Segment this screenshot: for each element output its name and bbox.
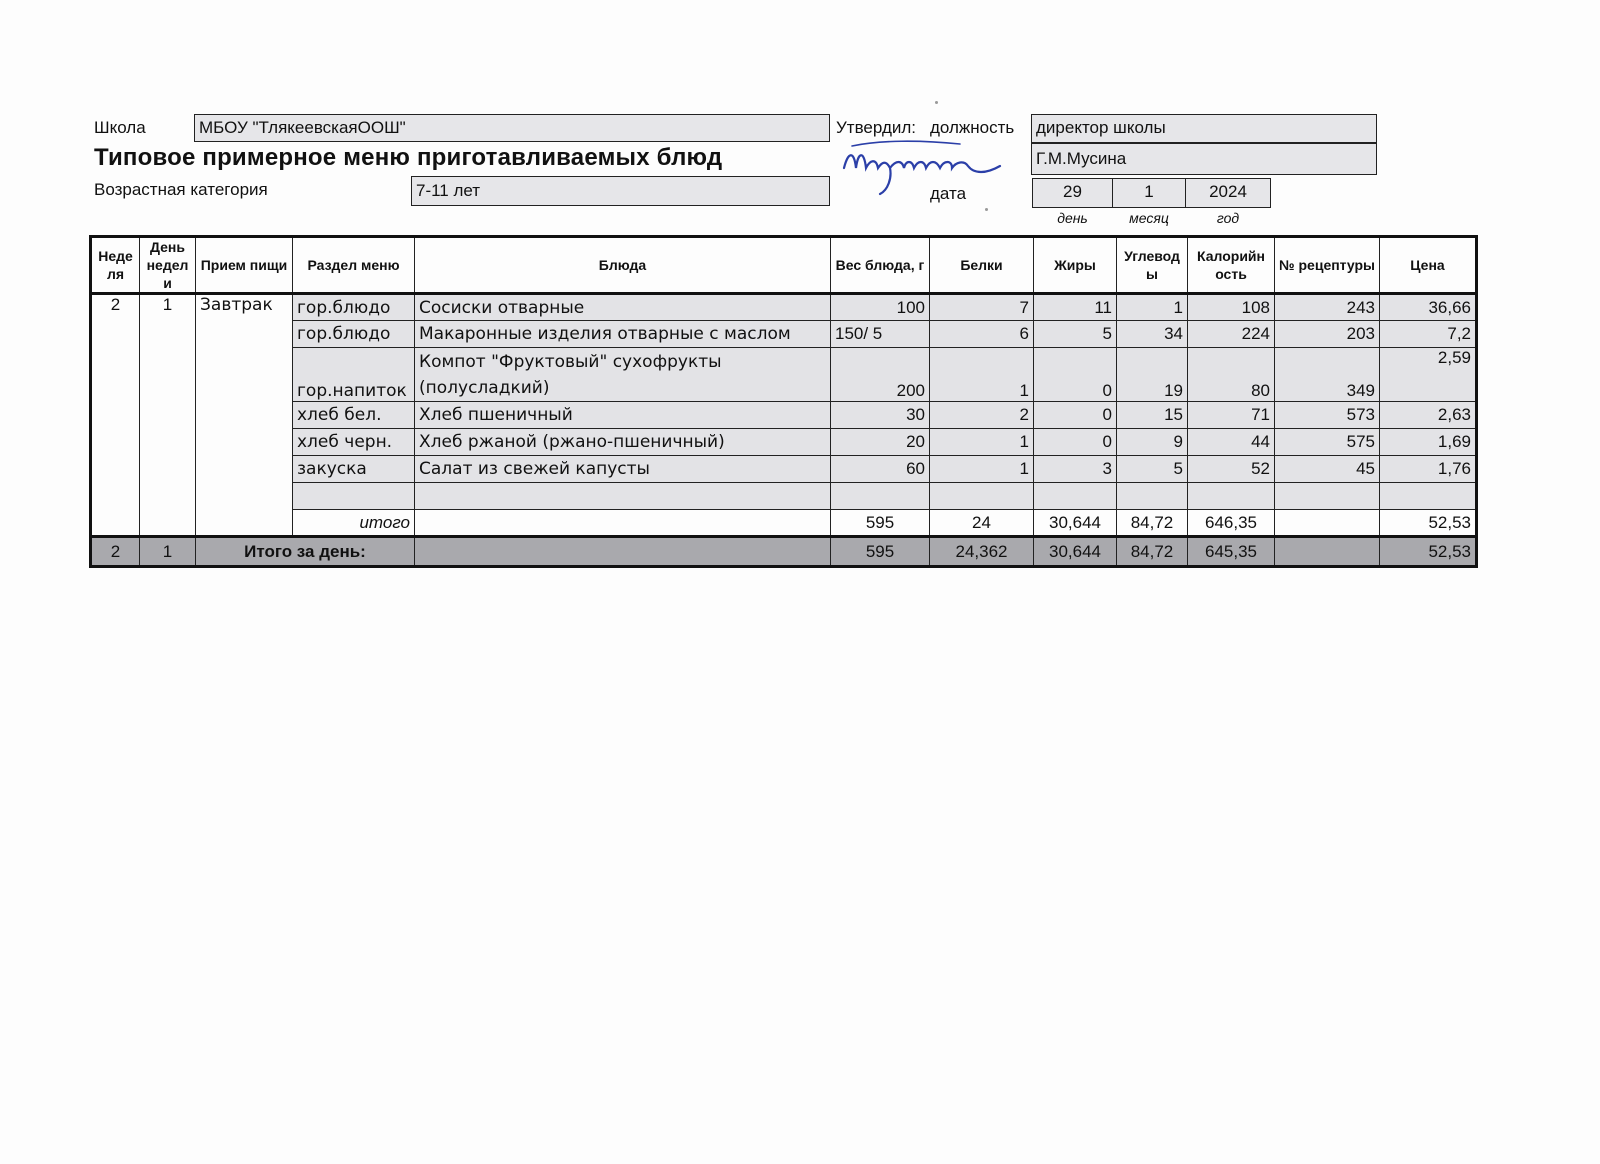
day-total-row [91,537,1477,567]
subtotal-protein: 24 [930,510,1034,537]
date-year-field: 2024 [1185,178,1271,208]
fat-cell: 11 [1034,294,1117,321]
subtotal-recipe [1275,510,1380,537]
weight-cell: 60 [831,456,930,483]
fat-cell: 0 [1034,429,1117,456]
total-recipe [1275,537,1380,567]
carbs-cell: 15 [1117,402,1188,429]
date-month-field: 1 [1112,178,1186,208]
weight-cell: 150/ 5 [831,321,930,348]
fat-cell: 0 [1034,402,1117,429]
table-row [91,402,1477,429]
dish-cell: Салат из свежей капусты [415,456,831,483]
price-cell: 2,59 [1380,348,1477,402]
col-header-recipe: № рецептуры [1275,237,1380,294]
date-day-caption: день [1057,210,1088,226]
day-cell: 1 [140,294,196,537]
recipe-cell: 573 [1275,402,1380,429]
school-label: Школа [94,118,146,137]
price-cell: 1,69 [1380,429,1477,456]
recipe-cell: 243 [1275,294,1380,321]
empty-cell [1117,483,1188,510]
section-cell: гор.блюдо [293,321,415,348]
table-row [91,321,1477,348]
table-row-empty [91,483,1477,510]
dish-cell: Хлеб ржаной (ржано-пшеничный) [415,429,831,456]
empty-cell [415,483,831,510]
col-header-kcal: Калорийн ость [1188,237,1275,294]
total-protein: 24,362 [930,537,1034,567]
price-cell: 36,66 [1380,294,1477,321]
menu-table [89,235,1478,568]
col-header-price: Цена [1380,237,1477,294]
col-header-section: Раздел меню [293,237,415,294]
dish-cell: Макаронные изделия отварные с маслом [415,321,831,348]
kcal-cell: 44 [1188,429,1275,456]
position-label: должность [930,118,1015,137]
date-month-caption: месяц [1129,210,1169,226]
fat-cell: 3 [1034,456,1117,483]
section-cell: закуска [293,456,415,483]
dish-cell: Хлеб пшеничный [415,402,831,429]
table-header-row [91,237,1477,294]
total-price: 52,53 [1380,537,1477,567]
subtotal-kcal: 646,35 [1188,510,1275,537]
price-cell: 7,2 [1380,321,1477,348]
col-header-carbs: Углевод ы [1117,237,1188,294]
col-header-week: Неде ля [91,237,140,294]
date-day-field: 29 [1032,178,1113,208]
col-header-fat: Жиры [1034,237,1117,294]
approved-label: Утвердил: [836,118,917,137]
kcal-cell: 224 [1188,321,1275,348]
age-category-label: Возрастная категория [94,180,268,199]
col-header-day: День недел и [140,237,196,294]
subtotal-dish-cell [415,510,831,537]
weight-cell: 20 [831,429,930,456]
carbs-cell: 1 [1117,294,1188,321]
empty-cell [1275,483,1380,510]
subtotal-row [91,510,1477,537]
section-cell: гор.блюдо [293,294,415,321]
position-field: директор школы [1031,114,1377,143]
col-header-dish: Блюда [415,237,831,294]
section-cell: хлеб черн. [293,429,415,456]
empty-cell [293,483,415,510]
director-name-field: Г.М.Мусина [1031,143,1377,175]
subtotal-price: 52,53 [1380,510,1477,537]
kcal-cell: 71 [1188,402,1275,429]
date-year-caption: год [1216,210,1240,226]
recipe-cell: 203 [1275,321,1380,348]
total-dish-cell [415,537,831,567]
fat-cell: 5 [1034,321,1117,348]
carbs-cell: 9 [1117,429,1188,456]
total-week: 2 [91,537,140,567]
carbs-cell: 19 [1117,348,1188,402]
stamp-mark [935,101,938,104]
empty-cell [1188,483,1275,510]
kcal-cell: 108 [1188,294,1275,321]
protein-cell: 7 [930,294,1034,321]
weight-cell: 100 [831,294,930,321]
total-carbs: 84,72 [1117,537,1188,567]
director-signature [840,138,1010,198]
dish-cell: Сосиски отварные [415,294,831,321]
date-label: дата [930,184,967,203]
dish-cell: Компот "Фруктовый" сухофрукты (полусладкий) [415,348,831,402]
empty-cell [1034,483,1117,510]
subtotal-weight: 595 [831,510,930,537]
subtotal-fat: 30,644 [1034,510,1117,537]
total-fat: 30,644 [1034,537,1117,567]
table-row [91,348,1477,402]
price-cell: 1,76 [1380,456,1477,483]
empty-cell [831,483,930,510]
total-weight: 595 [831,537,930,567]
carbs-cell: 5 [1117,456,1188,483]
table-row [91,429,1477,456]
total-day: 1 [140,537,196,567]
protein-cell: 1 [930,456,1034,483]
section-cell: гор.напиток [293,348,415,402]
stamp-mark [985,208,988,211]
recipe-cell: 349 [1275,348,1380,402]
protein-cell: 1 [930,348,1034,402]
protein-cell: 6 [930,321,1034,348]
empty-cell [930,483,1034,510]
col-header-weight: Вес блюда, г [831,237,930,294]
protein-cell: 1 [930,429,1034,456]
recipe-cell: 575 [1275,429,1380,456]
subtotal-carbs: 84,72 [1117,510,1188,537]
empty-cell [1380,483,1477,510]
week-cell: 2 [91,294,140,537]
total-kcal: 645,35 [1188,537,1275,567]
protein-cell: 2 [930,402,1034,429]
age-category-field: 7-11 лет [411,176,830,206]
kcal-cell: 80 [1188,348,1275,402]
recipe-cell: 45 [1275,456,1380,483]
col-header-meal: Прием пищи [196,237,293,294]
fat-cell: 0 [1034,348,1117,402]
weight-cell: 200 [831,348,930,402]
section-cell: хлеб бел. [293,402,415,429]
page-title: Типовое примерное меню приготавливаемых блюд [94,144,723,171]
school-field: МБОУ "ТлякеевскаяООШ" [194,114,830,142]
total-label: Итого за день: [196,537,415,567]
meal-cell: Завтрак [196,294,293,537]
subtotal-label: итого [293,510,415,537]
col-header-protein: Белки [930,237,1034,294]
table-row [91,294,1477,321]
carbs-cell: 34 [1117,321,1188,348]
weight-cell: 30 [831,402,930,429]
kcal-cell: 52 [1188,456,1275,483]
table-row [91,456,1477,483]
price-cell: 2,63 [1380,402,1477,429]
